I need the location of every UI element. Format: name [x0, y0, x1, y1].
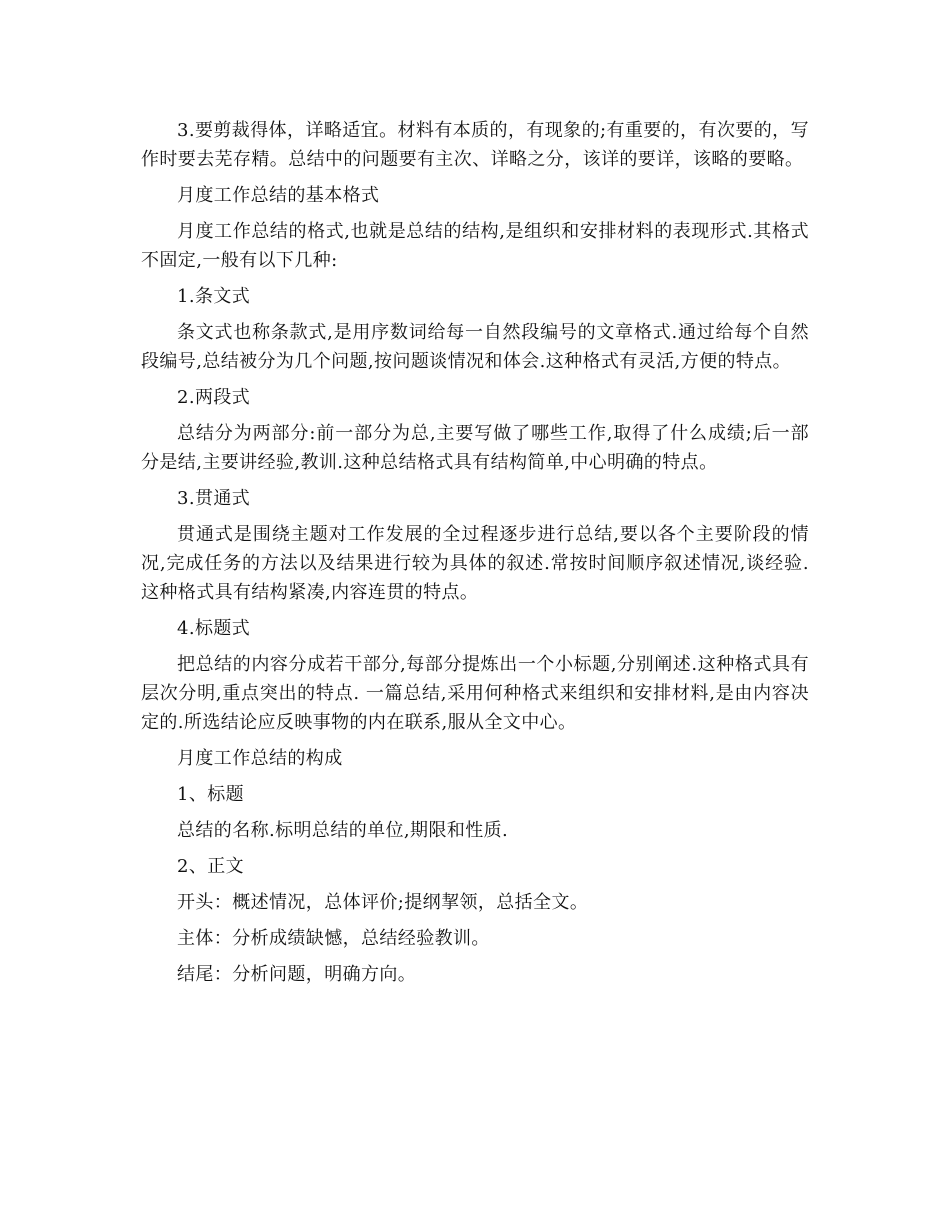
- paragraph-two-part-style: 总结分为两部分:前一部分为总,主要写做了哪些工作,取得了什么成绩;后一部分是结,主要讲经验,教训.这种总结格式具有结构简单,中心明确的特点。: [141, 423, 809, 473]
- heading-basic-format: 月度工作总结的基本格式: [177, 185, 380, 206]
- heading-title-style: 4.标题式: [177, 618, 251, 639]
- heading-two-part-style: 2.两段式: [177, 387, 251, 408]
- paragraph-cutting-appropriately: 3.要剪裁得体，详略适宜。材料有本质的，有现象的;有重要的，有次要的，写作时要去芜存精。总结中的问题要有主次、详略之分，该详的要详，该略的要略。: [141, 120, 809, 170]
- heading-continuous-style: 3.贯通式: [177, 488, 251, 509]
- paragraph-format-intro: 月度工作总结的格式,也就是总结的结构,是组织和安排材料的表现形式.其格式不固定,一般有以下几种:: [141, 221, 809, 271]
- paragraph-title-style: 把总结的内容分成若干部分,每部分提炼出一个小标题,分别阐述.这种格式具有层次分明,重点突出的特点. 一篇总结,采用何种格式来组织和安排材料,是由内容决定的.所选结论应反映事物的内在联系,服从全文中心。: [141, 654, 809, 733]
- paragraph-ending: 结尾：分析问题，明确方向。: [177, 964, 417, 985]
- document-page: [141, 116, 809, 996]
- paragraph-title: 总结的名称.标明总结的单位,期限和性质.: [177, 820, 509, 841]
- heading-title: 1、标题: [177, 784, 245, 805]
- heading-body: 2、正文: [177, 856, 245, 877]
- heading-composition: 月度工作总结的构成: [177, 748, 343, 769]
- heading-article-style: 1.条文式: [177, 286, 251, 307]
- paragraph-continuous-style: 贯通式是围绕主题对工作发展的全过程逐步进行总结,要以各个主要阶段的情况,完成任务的方法以及结果进行较为具体的叙述.常按时间顺序叙述情况,谈经验.这种格式具有结构紧凑,内容连贯的特点。: [141, 524, 809, 603]
- paragraph-opening: 开头：概述情况，总体评价;提纲挈领，总括全文。: [177, 892, 589, 913]
- paragraph-article-style: 条文式也称条款式,是用序数词给每一自然段编号的文章格式.通过给每个自然段编号,总结被分为几个问题,按问题谈情况和体会.这种格式有灵活,方便的特点。: [141, 322, 809, 372]
- paragraph-main-body: 主体：分析成绩缺憾，总结经验教训。: [177, 928, 490, 949]
